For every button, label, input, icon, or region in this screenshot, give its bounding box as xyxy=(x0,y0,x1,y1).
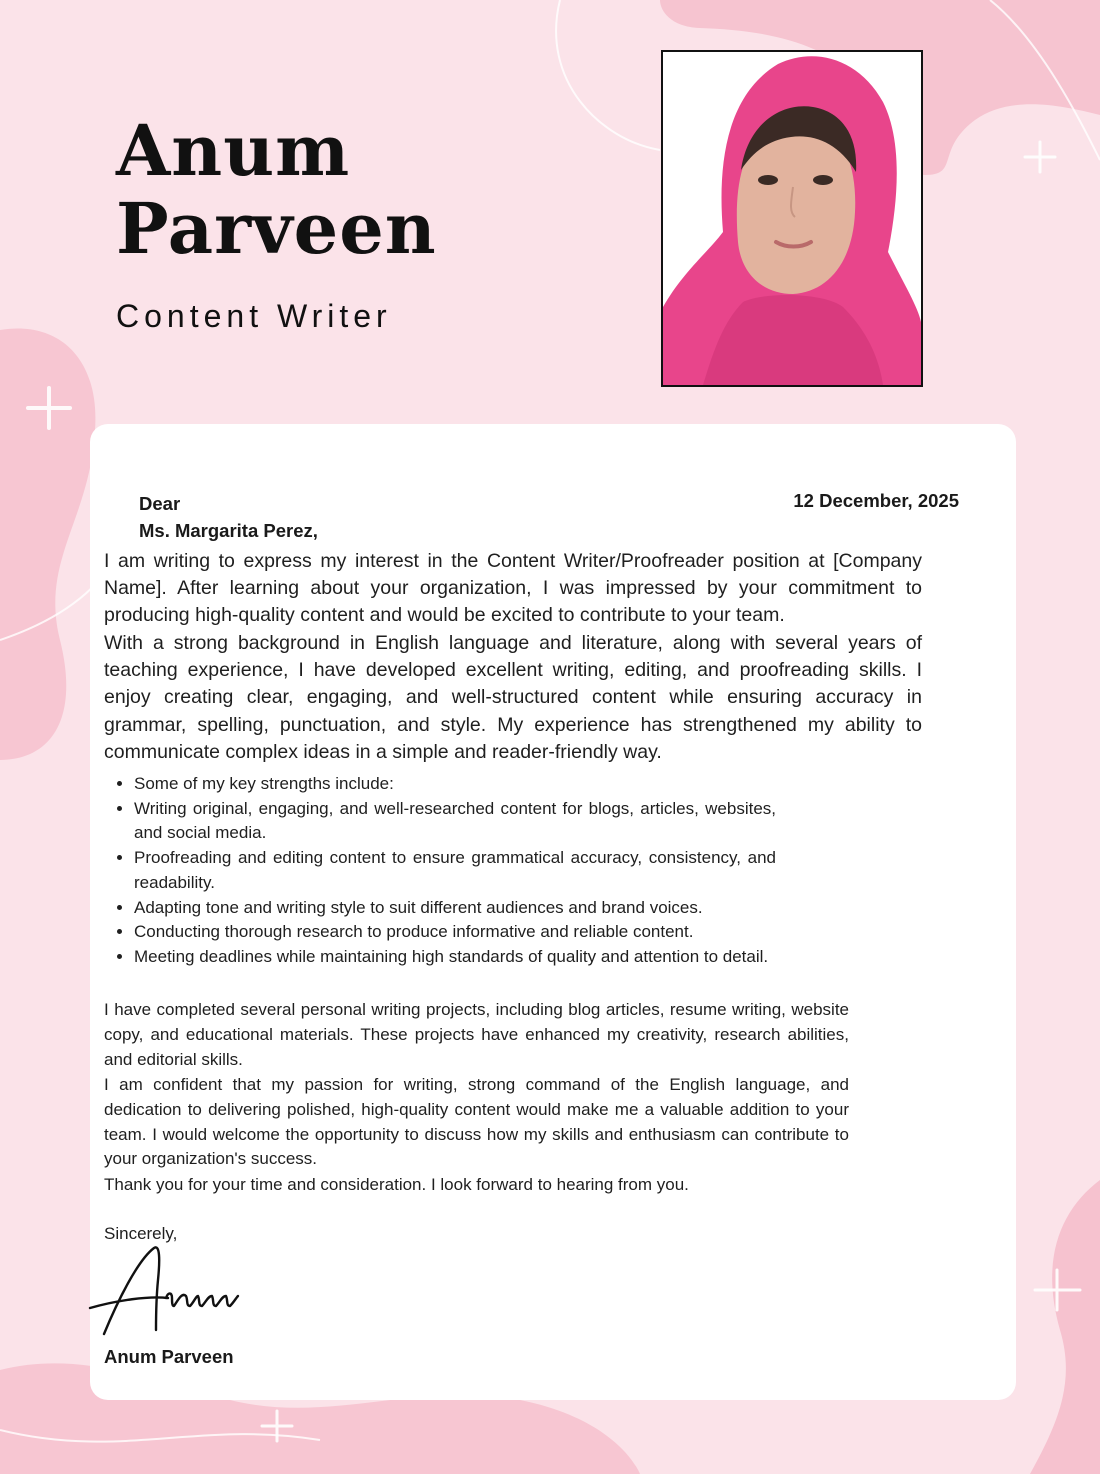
recipient-name: Ms. Margarita Perez, xyxy=(139,520,318,541)
profile-photo xyxy=(661,50,923,387)
applicant-name xyxy=(116,109,437,270)
job-title: Content Writer xyxy=(116,298,392,334)
list-item: • Meeting deadlines while maintaining high standards of quality and attention to detail. xyxy=(134,945,776,970)
right-bottom-blob xyxy=(1030,1180,1100,1474)
list-item: • Writing original, engaging, and well-researched content for blogs, articles, websites, and social media. xyxy=(134,797,776,846)
intro-paragraph: I am writing to express my interest in the Content Writer/Proofreader position at [Company Name]. After learning about your organization, I was impressed by your commitment to producing high-quality content and would be excited to contribute to your team. xyxy=(104,550,922,627)
strengths-list xyxy=(104,772,776,970)
curve-line xyxy=(556,0,660,150)
salutation xyxy=(139,490,318,544)
last-name: Parveen xyxy=(116,187,437,270)
salutation-dear: Dear xyxy=(139,493,181,514)
confidence-paragraph: I am confident that my passion for writing, strong command of the English language, and dedication to delivering polished, high-quality content would make me a valuable addition to your team. I would welcome the opportunity to discuss how my skills and enthusiasm can contribute to your organization's success. xyxy=(104,1075,849,1169)
list-item: • Adapting tone and writing style to suit different audiences and brand voices. xyxy=(134,896,776,921)
handwritten-signature xyxy=(88,1240,248,1340)
background-paragraph: With a strong background in English language and literature, along with several years of teaching experience, I have developed excellent writing, editing, and proofreading skills. I enjoy creating clear, engaging, and well-structured content while ensuring accuracy in grammar, spelling, punctuation, and style. My experience has strengthened my ability to communicate complex ideas in a simple and reader-friendly way. xyxy=(104,632,922,763)
thanks-paragraph: Thank you for your time and consideration. I look forward to hearing from you. xyxy=(104,1175,689,1194)
list-item: • Some of my key strengths include: xyxy=(134,772,776,797)
letter-date: 12 December, 2025 xyxy=(793,490,959,511)
list-item: • Conducting thorough research to produce informative and reliable content. xyxy=(134,920,776,945)
projects-paragraph: I have completed several personal writing projects, including blog articles, resume writing, website copy, and educational materials. These projects have enhanced my creativity, research abilities, and editorial skills. xyxy=(104,1000,849,1069)
signer-name: Anum Parveen xyxy=(104,1346,234,1367)
first-name: Anum xyxy=(116,109,351,192)
list-item: • Proofreading and editing content to ensure grammatical accuracy, consistency, and readability. xyxy=(134,846,776,895)
sparkle-icon xyxy=(1025,142,1055,172)
closing: Sincerely, xyxy=(104,1224,178,1243)
